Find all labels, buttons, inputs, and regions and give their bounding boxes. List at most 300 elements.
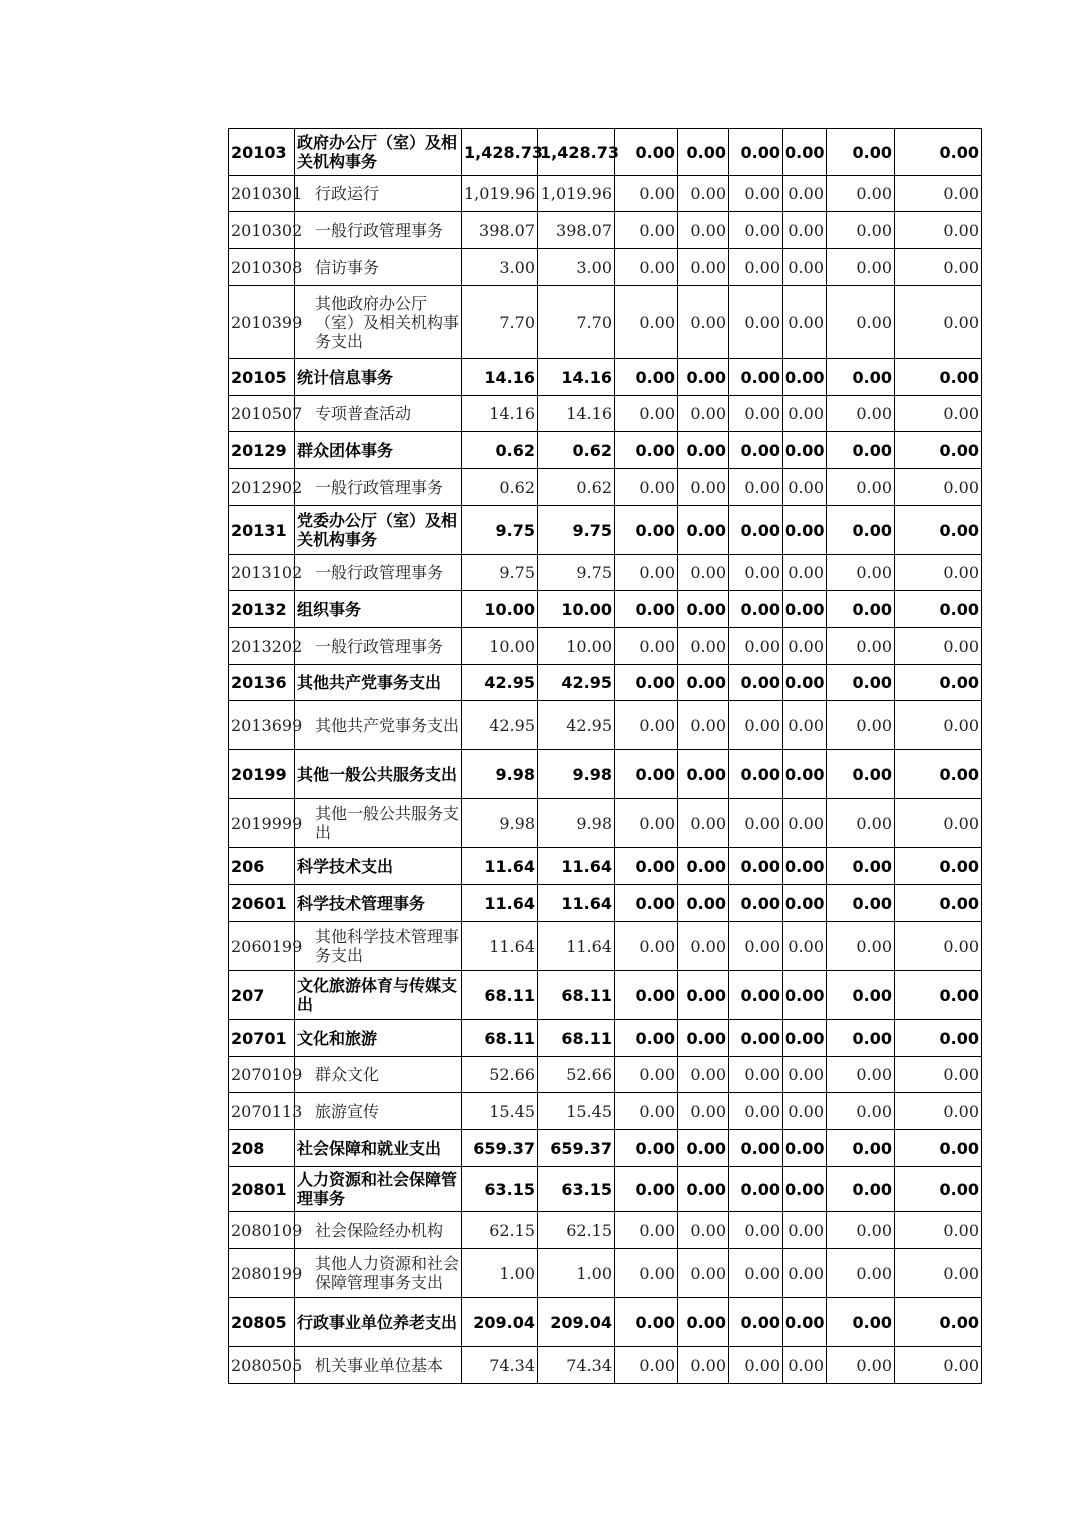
amount-cell-3: 0.00: [615, 249, 678, 286]
amount-cell-6: 0.00: [783, 432, 827, 469]
amount-cell-7: 0.00: [827, 750, 895, 799]
table-row: [229, 396, 982, 432]
amount-cell-3: 0.00: [615, 885, 678, 922]
function-name-cell: 一般行政管理事务: [295, 628, 462, 665]
amount-cell-6: 0.00: [783, 359, 827, 396]
function-code-cell: 206: [229, 848, 295, 885]
function-code-cell: 20701: [229, 1020, 295, 1057]
amount-cell-8: 0.00: [895, 129, 982, 176]
amount-cell-6: 0.00: [783, 971, 827, 1020]
amount-cell-7: 0.00: [827, 1167, 895, 1212]
amount-cell-8: 0.00: [895, 922, 982, 971]
amount-cell-1: 11.64: [462, 885, 538, 922]
amount-cell-6: 0.00: [783, 922, 827, 971]
amount-cell-1: 1.00: [462, 1249, 538, 1298]
function-code-cell: 207: [229, 971, 295, 1020]
amount-cell-3: 0.00: [615, 1347, 678, 1384]
function-name-cell: 其他科学技术管理事务支出: [295, 922, 462, 971]
function-code-cell: 2060199: [229, 922, 295, 971]
amount-cell-7: 0.00: [827, 885, 895, 922]
function-name-cell: 人力资源和社会保障管理事务: [295, 1167, 462, 1212]
amount-cell-3: 0.00: [615, 506, 678, 555]
amount-cell-5: 0.00: [729, 1167, 783, 1212]
amount-cell-4: 0.00: [678, 212, 729, 249]
amount-cell-7: 0.00: [827, 506, 895, 555]
amount-cell-6: 0.00: [783, 286, 827, 359]
amount-cell-7: 0.00: [827, 286, 895, 359]
table-row: [229, 885, 982, 922]
amount-cell-7: 0.00: [827, 591, 895, 628]
amount-cell-3: 0.00: [615, 286, 678, 359]
function-name-cell: 其他一般公共服务支出: [295, 799, 462, 848]
amount-cell-2: 10.00: [538, 628, 615, 665]
amount-cell-1: 398.07: [462, 212, 538, 249]
amount-cell-1: 9.75: [462, 506, 538, 555]
amount-cell-4: 0.00: [678, 432, 729, 469]
amount-cell-7: 0.00: [827, 799, 895, 848]
table-row: [229, 1020, 982, 1057]
function-name-cell: 文化旅游体育与传媒支出: [295, 971, 462, 1020]
amount-cell-7: 0.00: [827, 469, 895, 506]
table-row: [229, 555, 982, 591]
amount-cell-8: 0.00: [895, 176, 982, 212]
amount-cell-6: 0.00: [783, 885, 827, 922]
amount-cell-8: 0.00: [895, 628, 982, 665]
amount-cell-6: 0.00: [783, 628, 827, 665]
amount-cell-3: 0.00: [615, 665, 678, 701]
amount-cell-7: 0.00: [827, 1212, 895, 1249]
amount-cell-6: 0.00: [783, 1020, 827, 1057]
amount-cell-1: 11.64: [462, 922, 538, 971]
amount-cell-7: 0.00: [827, 848, 895, 885]
function-name-cell: 政府办公厅（室）及相关机构事务: [295, 129, 462, 176]
amount-cell-4: 0.00: [678, 799, 729, 848]
function-code-cell: 2010399: [229, 286, 295, 359]
amount-cell-6: 0.00: [783, 212, 827, 249]
function-name-cell: 群众团体事务: [295, 432, 462, 469]
table-row: [229, 1093, 982, 1130]
function-name-cell: 组织事务: [295, 591, 462, 628]
amount-cell-8: 0.00: [895, 249, 982, 286]
amount-cell-3: 0.00: [615, 848, 678, 885]
amount-cell-3: 0.00: [615, 1057, 678, 1093]
amount-cell-8: 0.00: [895, 799, 982, 848]
amount-cell-3: 0.00: [615, 750, 678, 799]
function-code-cell: 2010302: [229, 212, 295, 249]
amount-cell-5: 0.00: [729, 799, 783, 848]
amount-cell-2: 7.70: [538, 286, 615, 359]
amount-cell-3: 0.00: [615, 1298, 678, 1347]
table-row: [229, 249, 982, 286]
amount-cell-3: 0.00: [615, 432, 678, 469]
function-code-cell: 2013202: [229, 628, 295, 665]
amount-cell-3: 0.00: [615, 396, 678, 432]
amount-cell-8: 0.00: [895, 1167, 982, 1212]
amount-cell-8: 0.00: [895, 591, 982, 628]
amount-cell-2: 9.75: [538, 555, 615, 591]
amount-cell-2: 14.16: [538, 359, 615, 396]
amount-cell-6: 0.00: [783, 396, 827, 432]
amount-cell-7: 0.00: [827, 249, 895, 286]
table-row: [229, 432, 982, 469]
table-row: [229, 506, 982, 555]
amount-cell-7: 0.00: [827, 1057, 895, 1093]
amount-cell-5: 0.00: [729, 1212, 783, 1249]
amount-cell-2: 68.11: [538, 1020, 615, 1057]
table-row: [229, 1298, 982, 1347]
amount-cell-2: 42.95: [538, 701, 615, 750]
table-row: [229, 848, 982, 885]
amount-cell-3: 0.00: [615, 799, 678, 848]
amount-cell-4: 0.00: [678, 1057, 729, 1093]
amount-cell-4: 0.00: [678, 1130, 729, 1167]
table-row: [229, 286, 982, 359]
amount-cell-4: 0.00: [678, 885, 729, 922]
amount-cell-4: 0.00: [678, 922, 729, 971]
amount-cell-3: 0.00: [615, 176, 678, 212]
amount-cell-7: 0.00: [827, 555, 895, 591]
amount-cell-4: 0.00: [678, 971, 729, 1020]
amount-cell-2: 9.98: [538, 799, 615, 848]
function-name-cell: 专项普查活动: [295, 396, 462, 432]
amount-cell-4: 0.00: [678, 591, 729, 628]
amount-cell-5: 0.00: [729, 129, 783, 176]
amount-cell-1: 659.37: [462, 1130, 538, 1167]
amount-cell-1: 10.00: [462, 591, 538, 628]
amount-cell-8: 0.00: [895, 469, 982, 506]
table-row: [229, 176, 982, 212]
function-code-cell: 2010308: [229, 249, 295, 286]
amount-cell-4: 0.00: [678, 555, 729, 591]
amount-cell-3: 0.00: [615, 359, 678, 396]
amount-cell-8: 0.00: [895, 1298, 982, 1347]
amount-cell-8: 0.00: [895, 1093, 982, 1130]
amount-cell-3: 0.00: [615, 1249, 678, 1298]
function-name-cell: 社会保障和就业支出: [295, 1130, 462, 1167]
table-row: [229, 1347, 982, 1384]
function-code-cell: 2013699: [229, 701, 295, 750]
amount-cell-4: 0.00: [678, 1249, 729, 1298]
table-row: [229, 1212, 982, 1249]
amount-cell-5: 0.00: [729, 176, 783, 212]
function-name-cell: 其他共产党事务支出: [295, 701, 462, 750]
function-name-cell: 社会保险经办机构: [295, 1212, 462, 1249]
amount-cell-6: 0.00: [783, 176, 827, 212]
amount-cell-4: 0.00: [678, 469, 729, 506]
function-name-cell: 一般行政管理事务: [295, 555, 462, 591]
amount-cell-7: 0.00: [827, 396, 895, 432]
amount-cell-4: 0.00: [678, 628, 729, 665]
function-code-cell: 2012902: [229, 469, 295, 506]
amount-cell-2: 0.62: [538, 432, 615, 469]
amount-cell-6: 0.00: [783, 1212, 827, 1249]
function-code-cell: 20805: [229, 1298, 295, 1347]
amount-cell-6: 0.00: [783, 1167, 827, 1212]
amount-cell-8: 0.00: [895, 506, 982, 555]
amount-cell-2: 9.98: [538, 750, 615, 799]
amount-cell-5: 0.00: [729, 249, 783, 286]
amount-cell-7: 0.00: [827, 628, 895, 665]
function-code-cell: 20103: [229, 129, 295, 176]
amount-cell-1: 68.11: [462, 971, 538, 1020]
amount-cell-8: 0.00: [895, 359, 982, 396]
amount-cell-3: 0.00: [615, 591, 678, 628]
amount-cell-1: 9.98: [462, 799, 538, 848]
function-name-cell: 其他人力资源和社会保障管理事务支出: [295, 1249, 462, 1298]
amount-cell-8: 0.00: [895, 885, 982, 922]
function-code-cell: 20105: [229, 359, 295, 396]
amount-cell-8: 0.00: [895, 396, 982, 432]
amount-cell-6: 0.00: [783, 750, 827, 799]
amount-cell-6: 0.00: [783, 1057, 827, 1093]
amount-cell-7: 0.00: [827, 212, 895, 249]
amount-cell-5: 0.00: [729, 591, 783, 628]
amount-cell-5: 0.00: [729, 212, 783, 249]
amount-cell-1: 209.04: [462, 1298, 538, 1347]
amount-cell-5: 0.00: [729, 701, 783, 750]
amount-cell-5: 0.00: [729, 971, 783, 1020]
amount-cell-3: 0.00: [615, 1093, 678, 1130]
table-row: [229, 1167, 982, 1212]
amount-cell-7: 0.00: [827, 701, 895, 750]
amount-cell-1: 42.95: [462, 665, 538, 701]
amount-cell-1: 7.70: [462, 286, 538, 359]
amount-cell-8: 0.00: [895, 1347, 982, 1384]
amount-cell-2: 9.75: [538, 506, 615, 555]
amount-cell-5: 0.00: [729, 469, 783, 506]
amount-cell-7: 0.00: [827, 1298, 895, 1347]
function-name-cell: 行政事业单位养老支出: [295, 1298, 462, 1347]
amount-cell-2: 42.95: [538, 665, 615, 701]
amount-cell-2: 14.16: [538, 396, 615, 432]
amount-cell-4: 0.00: [678, 286, 729, 359]
amount-cell-5: 0.00: [729, 1093, 783, 1130]
function-name-cell: 旅游宣传: [295, 1093, 462, 1130]
amount-cell-5: 0.00: [729, 1020, 783, 1057]
amount-cell-1: 14.16: [462, 396, 538, 432]
amount-cell-3: 0.00: [615, 701, 678, 750]
amount-cell-8: 0.00: [895, 701, 982, 750]
function-code-cell: 2019999: [229, 799, 295, 848]
table-row: [229, 359, 982, 396]
amount-cell-8: 0.00: [895, 665, 982, 701]
amount-cell-7: 0.00: [827, 971, 895, 1020]
table-row: [229, 799, 982, 848]
amount-cell-1: 15.45: [462, 1093, 538, 1130]
amount-cell-1: 68.11: [462, 1020, 538, 1057]
function-code-cell: 2010507: [229, 396, 295, 432]
amount-cell-6: 0.00: [783, 506, 827, 555]
amount-cell-1: 0.62: [462, 432, 538, 469]
amount-cell-8: 0.00: [895, 848, 982, 885]
amount-cell-7: 0.00: [827, 1130, 895, 1167]
amount-cell-2: 209.04: [538, 1298, 615, 1347]
amount-cell-5: 0.00: [729, 1347, 783, 1384]
amount-cell-2: 398.07: [538, 212, 615, 249]
amount-cell-8: 0.00: [895, 1130, 982, 1167]
amount-cell-4: 0.00: [678, 1347, 729, 1384]
amount-cell-4: 0.00: [678, 848, 729, 885]
table-row: [229, 628, 982, 665]
amount-cell-8: 0.00: [895, 971, 982, 1020]
amount-cell-4: 0.00: [678, 1212, 729, 1249]
amount-cell-7: 0.00: [827, 432, 895, 469]
table-row: [229, 701, 982, 750]
amount-cell-5: 0.00: [729, 848, 783, 885]
amount-cell-3: 0.00: [615, 971, 678, 1020]
amount-cell-4: 0.00: [678, 701, 729, 750]
amount-cell-6: 0.00: [783, 591, 827, 628]
function-name-cell: 一般行政管理事务: [295, 212, 462, 249]
amount-cell-4: 0.00: [678, 665, 729, 701]
amount-cell-3: 0.00: [615, 1130, 678, 1167]
amount-cell-2: 1,428.73: [538, 129, 615, 176]
amount-cell-7: 0.00: [827, 129, 895, 176]
amount-cell-3: 0.00: [615, 1212, 678, 1249]
amount-cell-1: 52.66: [462, 1057, 538, 1093]
function-code-cell: 20601: [229, 885, 295, 922]
amount-cell-6: 0.00: [783, 665, 827, 701]
function-code-cell: 20129: [229, 432, 295, 469]
amount-cell-6: 0.00: [783, 1249, 827, 1298]
amount-cell-6: 0.00: [783, 555, 827, 591]
amount-cell-8: 0.00: [895, 1212, 982, 1249]
amount-cell-8: 0.00: [895, 555, 982, 591]
table-row: [229, 922, 982, 971]
amount-cell-5: 0.00: [729, 1249, 783, 1298]
amount-cell-6: 0.00: [783, 1130, 827, 1167]
function-name-cell: 群众文化: [295, 1057, 462, 1093]
function-name-cell: 机关事业单位基本: [295, 1347, 462, 1384]
amount-cell-2: 659.37: [538, 1130, 615, 1167]
amount-cell-4: 0.00: [678, 176, 729, 212]
amount-cell-1: 1,428.73: [462, 129, 538, 176]
table-row: [229, 591, 982, 628]
table-row: [229, 1249, 982, 1298]
amount-cell-8: 0.00: [895, 1057, 982, 1093]
budget-table-page: [228, 128, 981, 1384]
amount-cell-8: 0.00: [895, 750, 982, 799]
function-name-cell: 其他一般公共服务支出: [295, 750, 462, 799]
amount-cell-2: 11.64: [538, 848, 615, 885]
function-code-cell: 208: [229, 1130, 295, 1167]
function-name-cell: 其他政府办公厅（室）及相关机构事务支出: [295, 286, 462, 359]
amount-cell-2: 10.00: [538, 591, 615, 628]
amount-cell-5: 0.00: [729, 922, 783, 971]
amount-cell-6: 0.00: [783, 469, 827, 506]
function-code-cell: 20131: [229, 506, 295, 555]
amount-cell-8: 0.00: [895, 432, 982, 469]
table-row: [229, 469, 982, 506]
amount-cell-5: 0.00: [729, 885, 783, 922]
amount-cell-2: 63.15: [538, 1167, 615, 1212]
amount-cell-5: 0.00: [729, 506, 783, 555]
amount-cell-6: 0.00: [783, 848, 827, 885]
amount-cell-2: 52.66: [538, 1057, 615, 1093]
amount-cell-1: 3.00: [462, 249, 538, 286]
amount-cell-1: 63.15: [462, 1167, 538, 1212]
amount-cell-4: 0.00: [678, 1020, 729, 1057]
budget-table: [228, 128, 982, 1384]
amount-cell-2: 3.00: [538, 249, 615, 286]
amount-cell-7: 0.00: [827, 1347, 895, 1384]
amount-cell-5: 0.00: [729, 286, 783, 359]
amount-cell-1: 10.00: [462, 628, 538, 665]
amount-cell-8: 0.00: [895, 212, 982, 249]
amount-cell-5: 0.00: [729, 359, 783, 396]
amount-cell-1: 11.64: [462, 848, 538, 885]
function-code-cell: 20801: [229, 1167, 295, 1212]
amount-cell-7: 0.00: [827, 1093, 895, 1130]
amount-cell-7: 0.00: [827, 1020, 895, 1057]
amount-cell-2: 1.00: [538, 1249, 615, 1298]
table-row: [229, 750, 982, 799]
amount-cell-5: 0.00: [729, 1298, 783, 1347]
function-code-cell: 20199: [229, 750, 295, 799]
amount-cell-6: 0.00: [783, 799, 827, 848]
amount-cell-4: 0.00: [678, 1093, 729, 1130]
table-row: [229, 212, 982, 249]
function-name-cell: 统计信息事务: [295, 359, 462, 396]
function-code-cell: 2013102: [229, 555, 295, 591]
amount-cell-3: 0.00: [615, 1020, 678, 1057]
function-code-cell: 2080109: [229, 1212, 295, 1249]
amount-cell-8: 0.00: [895, 1249, 982, 1298]
amount-cell-4: 0.00: [678, 396, 729, 432]
function-name-cell: 信访事务: [295, 249, 462, 286]
amount-cell-2: 62.15: [538, 1212, 615, 1249]
amount-cell-6: 0.00: [783, 1347, 827, 1384]
function-name-cell: 党委办公厅（室）及相关机构事务: [295, 506, 462, 555]
amount-cell-5: 0.00: [729, 396, 783, 432]
function-code-cell: 2070109: [229, 1057, 295, 1093]
amount-cell-4: 0.00: [678, 506, 729, 555]
amount-cell-5: 0.00: [729, 1130, 783, 1167]
amount-cell-1: 74.34: [462, 1347, 538, 1384]
amount-cell-1: 62.15: [462, 1212, 538, 1249]
function-name-cell: 文化和旅游: [295, 1020, 462, 1057]
amount-cell-2: 74.34: [538, 1347, 615, 1384]
amount-cell-6: 0.00: [783, 1093, 827, 1130]
amount-cell-4: 0.00: [678, 1298, 729, 1347]
budget-table-body: [229, 129, 982, 1384]
function-name-cell: 科学技术管理事务: [295, 885, 462, 922]
function-name-cell: 科学技术支出: [295, 848, 462, 885]
amount-cell-4: 0.00: [678, 129, 729, 176]
amount-cell-5: 0.00: [729, 665, 783, 701]
amount-cell-6: 0.00: [783, 701, 827, 750]
amount-cell-2: 15.45: [538, 1093, 615, 1130]
amount-cell-7: 0.00: [827, 665, 895, 701]
function-name-cell: 行政运行: [295, 176, 462, 212]
amount-cell-1: 1,019.96: [462, 176, 538, 212]
amount-cell-3: 0.00: [615, 469, 678, 506]
amount-cell-7: 0.00: [827, 1249, 895, 1298]
function-code-cell: 20136: [229, 665, 295, 701]
amount-cell-4: 0.00: [678, 1167, 729, 1212]
amount-cell-5: 0.00: [729, 1057, 783, 1093]
amount-cell-3: 0.00: [615, 628, 678, 665]
amount-cell-5: 0.00: [729, 628, 783, 665]
amount-cell-3: 0.00: [615, 129, 678, 176]
function-name-cell: 其他共产党事务支出: [295, 665, 462, 701]
amount-cell-4: 0.00: [678, 750, 729, 799]
function-code-cell: 2080199: [229, 1249, 295, 1298]
amount-cell-4: 0.00: [678, 359, 729, 396]
amount-cell-3: 0.00: [615, 922, 678, 971]
amount-cell-2: 68.11: [538, 971, 615, 1020]
amount-cell-8: 0.00: [895, 1020, 982, 1057]
